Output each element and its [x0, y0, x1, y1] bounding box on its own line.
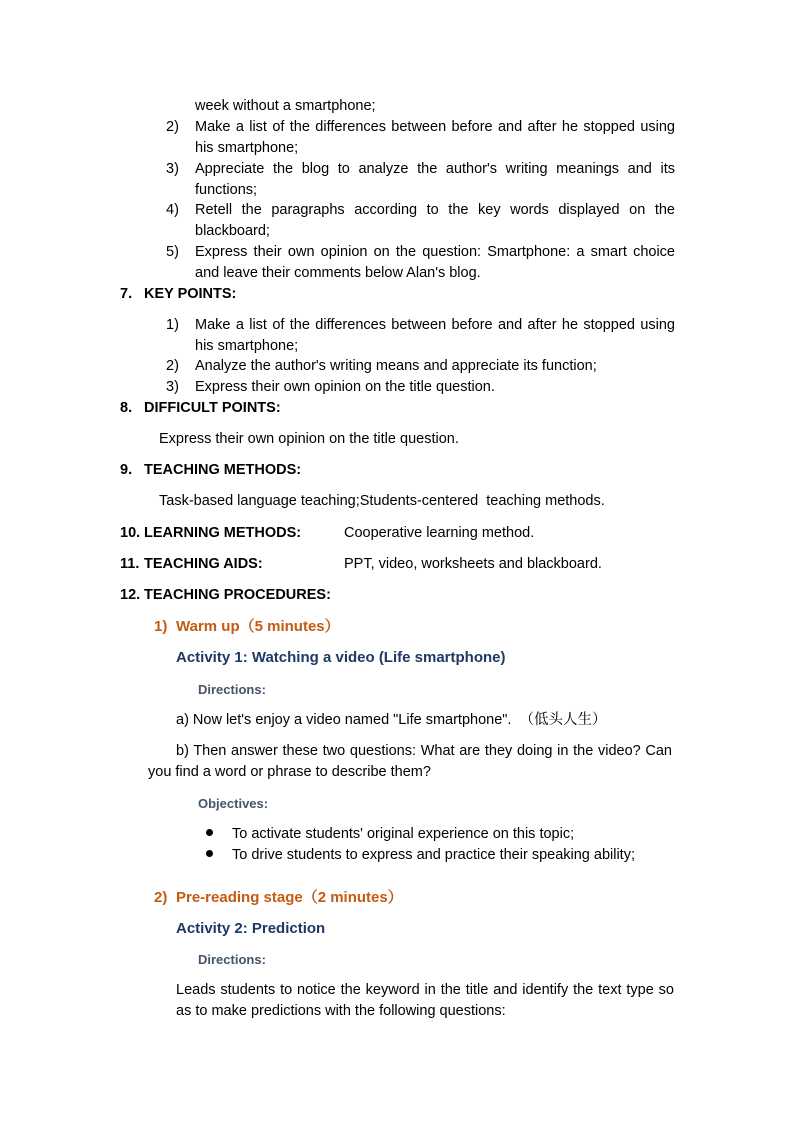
section-text: Cooperative learning method. — [344, 525, 535, 541]
section-text: PPT, video, worksheets and blackboard. — [344, 556, 602, 572]
step-number: 1) — [154, 618, 168, 635]
list-item: Express their own opinion on the title question. — [195, 379, 495, 395]
step-title-pre-reading: Pre-reading stage（2 minutes） — [176, 889, 403, 906]
list-number: 3) — [166, 161, 179, 177]
list-item: Make a list of the differences between before and after he stopped using his smartphone; — [195, 119, 675, 156]
objectives-label: Objectives: — [198, 796, 269, 811]
section-heading-teaching-methods: TEACHING METHODS: — [144, 462, 302, 478]
directions-label: Directions: — [198, 682, 266, 697]
list-item: Appreciate the blog to analyze the author's writing meanings and its functions; — [195, 161, 675, 198]
section-heading-difficult-points: DIFFICULT POINTS: — [144, 400, 281, 416]
section-text: Task-based language teaching;Students-centered teaching methods. — [159, 493, 605, 509]
step-title-warm-up: Warm up（5 minutes） — [176, 618, 340, 635]
directions-label: Directions: — [198, 952, 266, 967]
section-heading-teaching-aids: TEACHING AIDS: — [144, 556, 263, 572]
bullet-icon — [206, 850, 213, 857]
list-number: 1) — [166, 317, 179, 333]
bullet-icon — [206, 829, 213, 836]
list-number: 2) — [166, 119, 179, 135]
list-number: 5) — [166, 244, 179, 260]
activity-title: Activity 2: Prediction — [176, 920, 326, 937]
list-number: 2) — [166, 358, 179, 374]
list-number: 3) — [166, 379, 179, 395]
section-number: 11. — [120, 556, 140, 572]
section-number: 9. — [120, 462, 133, 478]
section-number: 10. — [120, 525, 141, 541]
section-number: 7. — [120, 286, 133, 302]
direction-item: b) Then answer these two questions: What are they doing in the video? Can you find a word or phrase to describe them? — [148, 743, 672, 780]
list-item: Make a list of the differences between before and after he stopped using his smartphone; — [195, 317, 675, 354]
list-item: Retell the paragraphs according to the key words displayed on the blackboard; — [195, 202, 675, 239]
section-number: 12. — [120, 587, 141, 603]
direction-item: Leads students to notice the keyword in the title and identify the text type so as to make predictions with the following questions: — [176, 982, 674, 1019]
section-number: 8. — [120, 400, 133, 416]
section-heading-key-points: KEY POINTS: — [144, 286, 237, 302]
list-item: Express their own opinion on the question: Smartphone: a smart choice and leave their comments below Alan's blog. — [195, 244, 675, 281]
section-text: Express their own opinion on the title question. — [159, 431, 459, 447]
bullet-item: To drive students to express and practice their speaking ability; — [232, 847, 635, 863]
section-heading-teaching-procedures: TEACHING PROCEDURES: — [144, 587, 331, 603]
activity-title: Activity 1: Watching a video (Life smartphone) — [176, 649, 506, 666]
bullet-item: To activate students' original experience on this topic; — [232, 826, 575, 842]
step-number: 2) — [154, 889, 168, 906]
list-number: 4) — [166, 202, 179, 218]
list-item: week without a smartphone; — [195, 98, 376, 114]
section-heading-learning-methods: LEARNING METHODS: — [144, 525, 302, 541]
list-item: Analyze the author's writing means and appreciate its function; — [195, 358, 597, 374]
direction-item: a) Now let's enjoy a video named "Life smartphone". （低头人生） — [176, 712, 607, 728]
